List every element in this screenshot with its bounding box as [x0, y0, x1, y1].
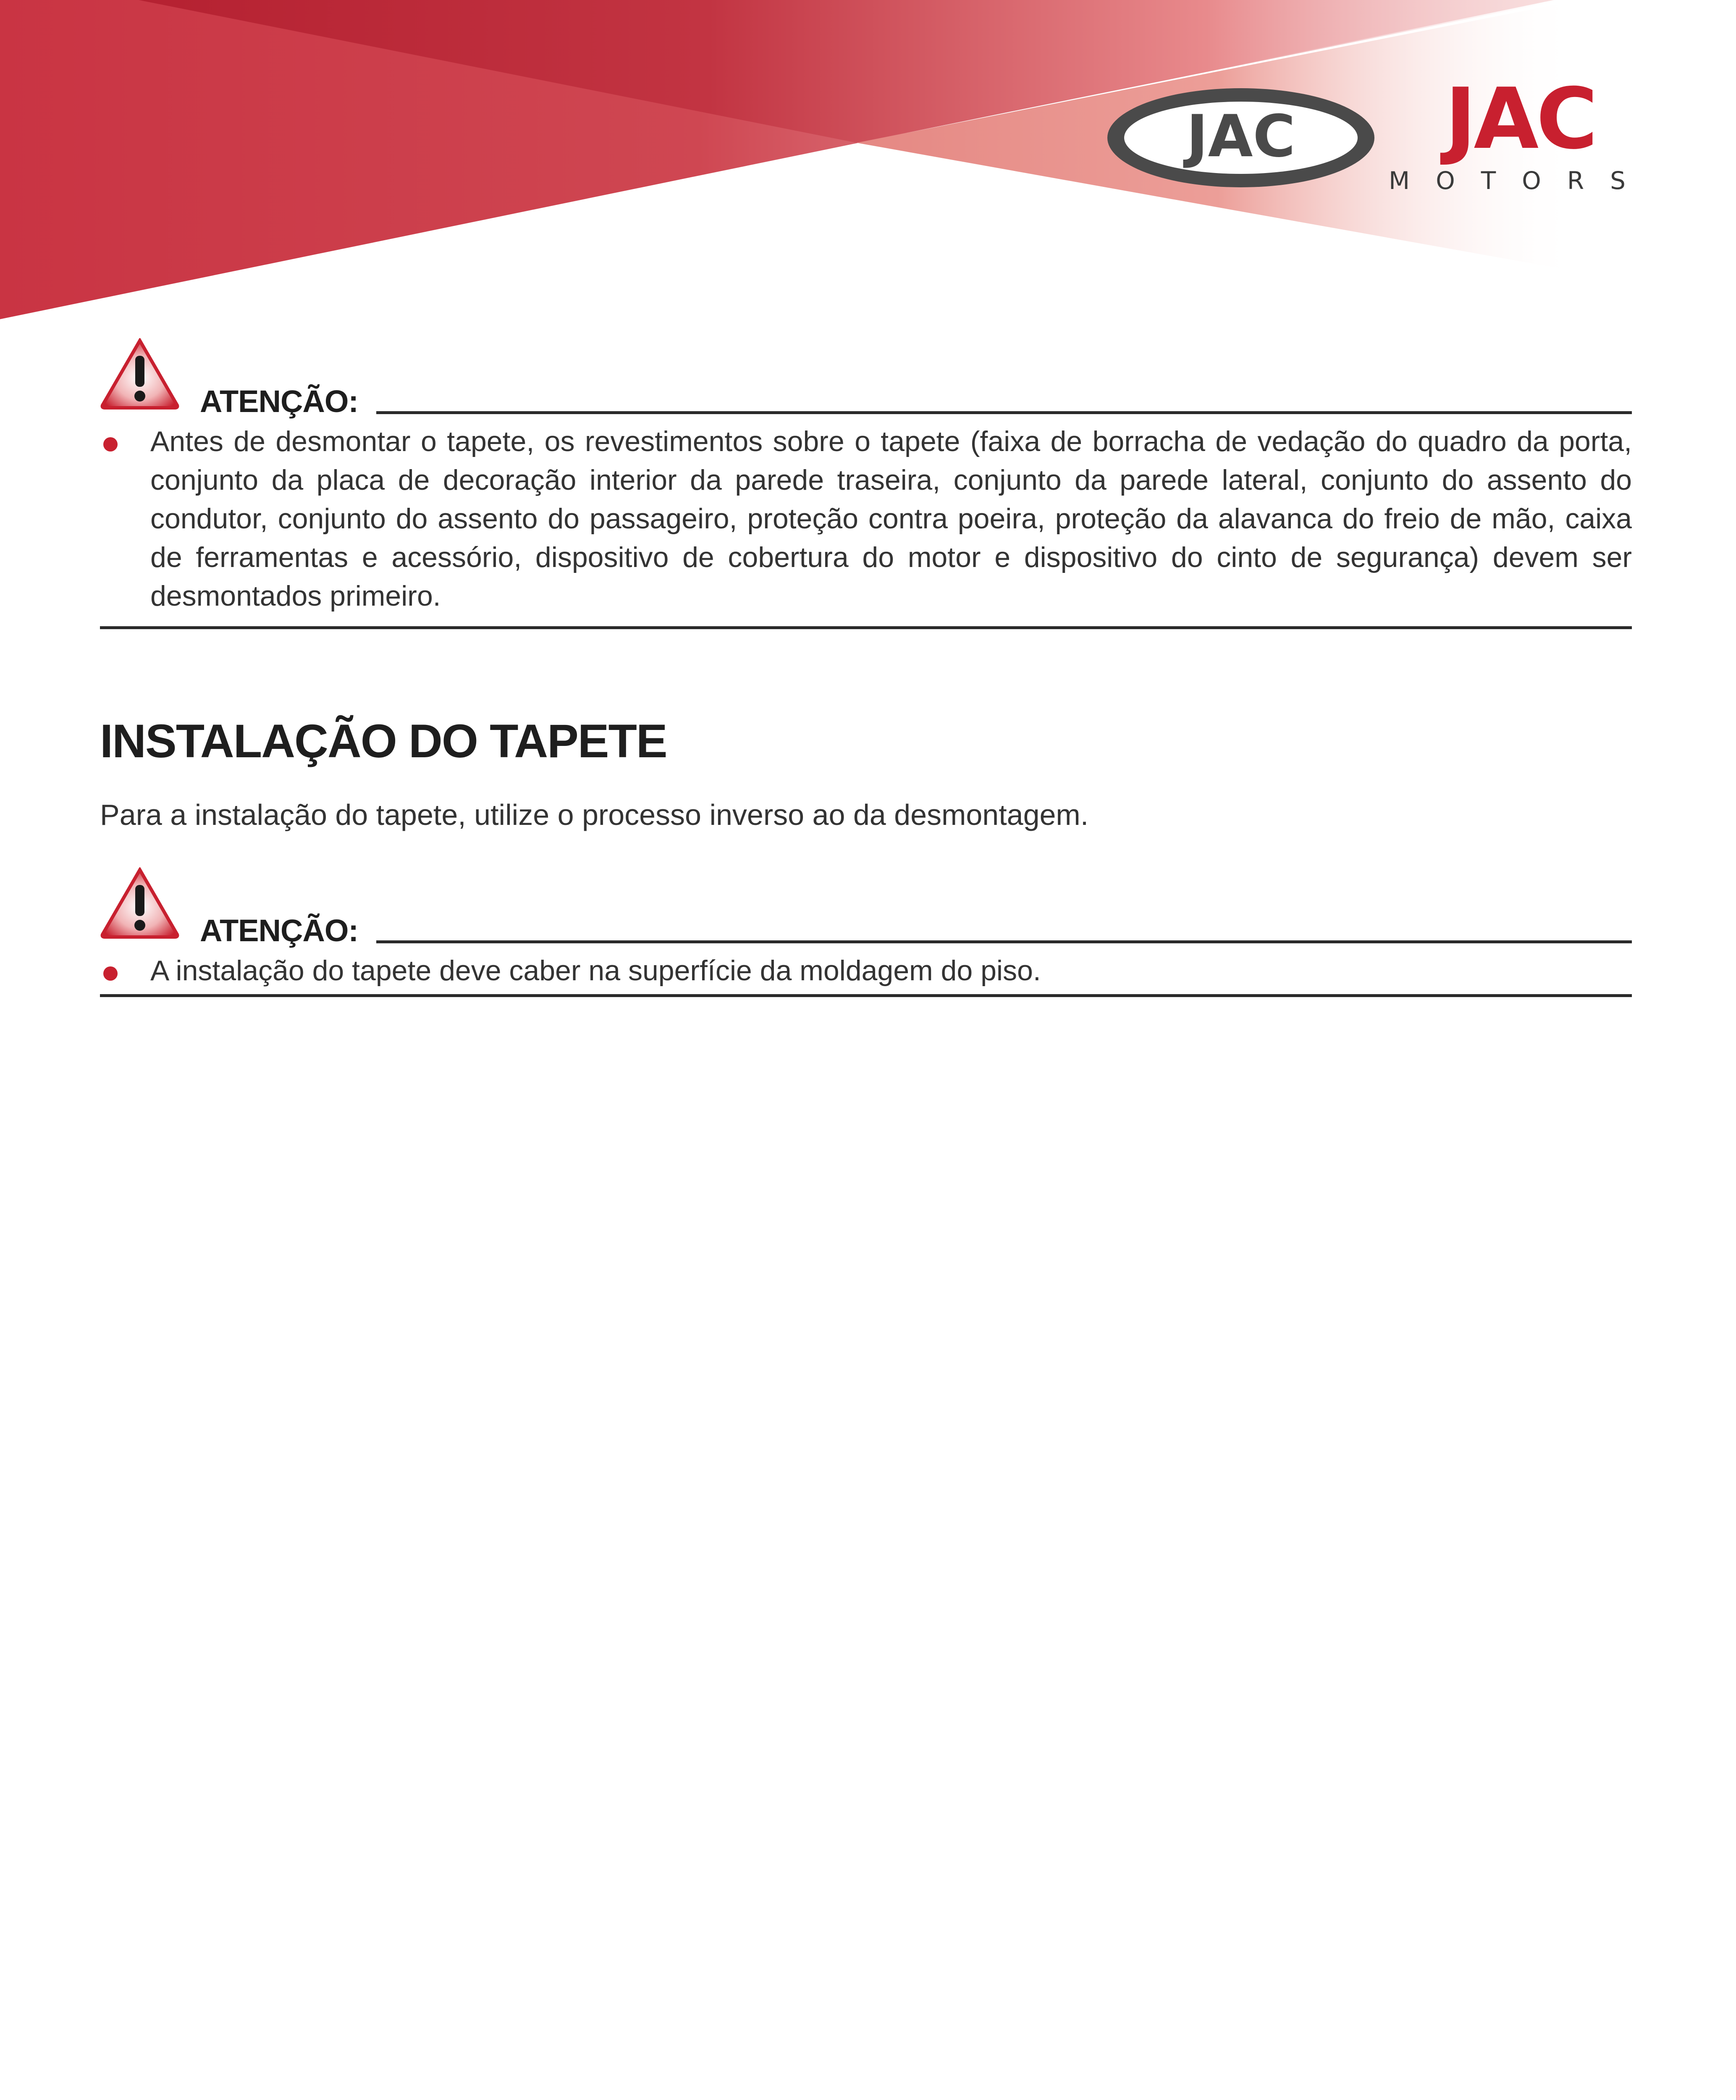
bullet-icon	[103, 437, 118, 452]
list-item	[100, 422, 1632, 615]
wordmark: JAC	[1445, 84, 1595, 168]
warning-triangle-icon	[100, 867, 180, 939]
warning-triangle-icon	[100, 338, 180, 410]
warning-box	[100, 867, 1632, 997]
warning-text: A instalação do tapete deve caber na superfície da moldagem do piso.	[150, 955, 1041, 987]
warning-title: ATENÇÃO:	[200, 384, 359, 419]
warning-box	[100, 338, 1632, 629]
divider	[376, 940, 1632, 943]
divider	[100, 626, 1632, 629]
jac-motors-logo	[1100, 84, 1655, 202]
divider	[376, 411, 1632, 414]
tagline: MOTORS	[1389, 166, 1652, 195]
list-item	[100, 951, 1632, 990]
divider	[100, 994, 1632, 997]
warning-title: ATENÇÃO:	[200, 913, 359, 948]
emblem-text: JAC	[1186, 102, 1295, 170]
section-heading: INSTALAÇÃO DO TAPETE	[100, 715, 667, 767]
bullet-icon	[103, 966, 118, 981]
section-paragraph: Para a instalação do tapete, utilize o processo inverso ao da desmontagem.	[100, 798, 1089, 831]
warning-text: Antes de desmontar o tapete, os revestimentos sobre o tapete (faixa de borracha de vedação do quadro da porta, conjunto da placa de decoração interior da parede traseira, conjunto da parede lateral, conjunto do assento do condutor, conjunto do assento do passageiro, proteção contra poeira, proteção da alavanca do freio de mão, caixa de ferramentas e acessório, dispositivo de cobertura do motor e dispositivo do cinto de segurança) devem ser desmontados primeiro.	[150, 425, 1632, 612]
